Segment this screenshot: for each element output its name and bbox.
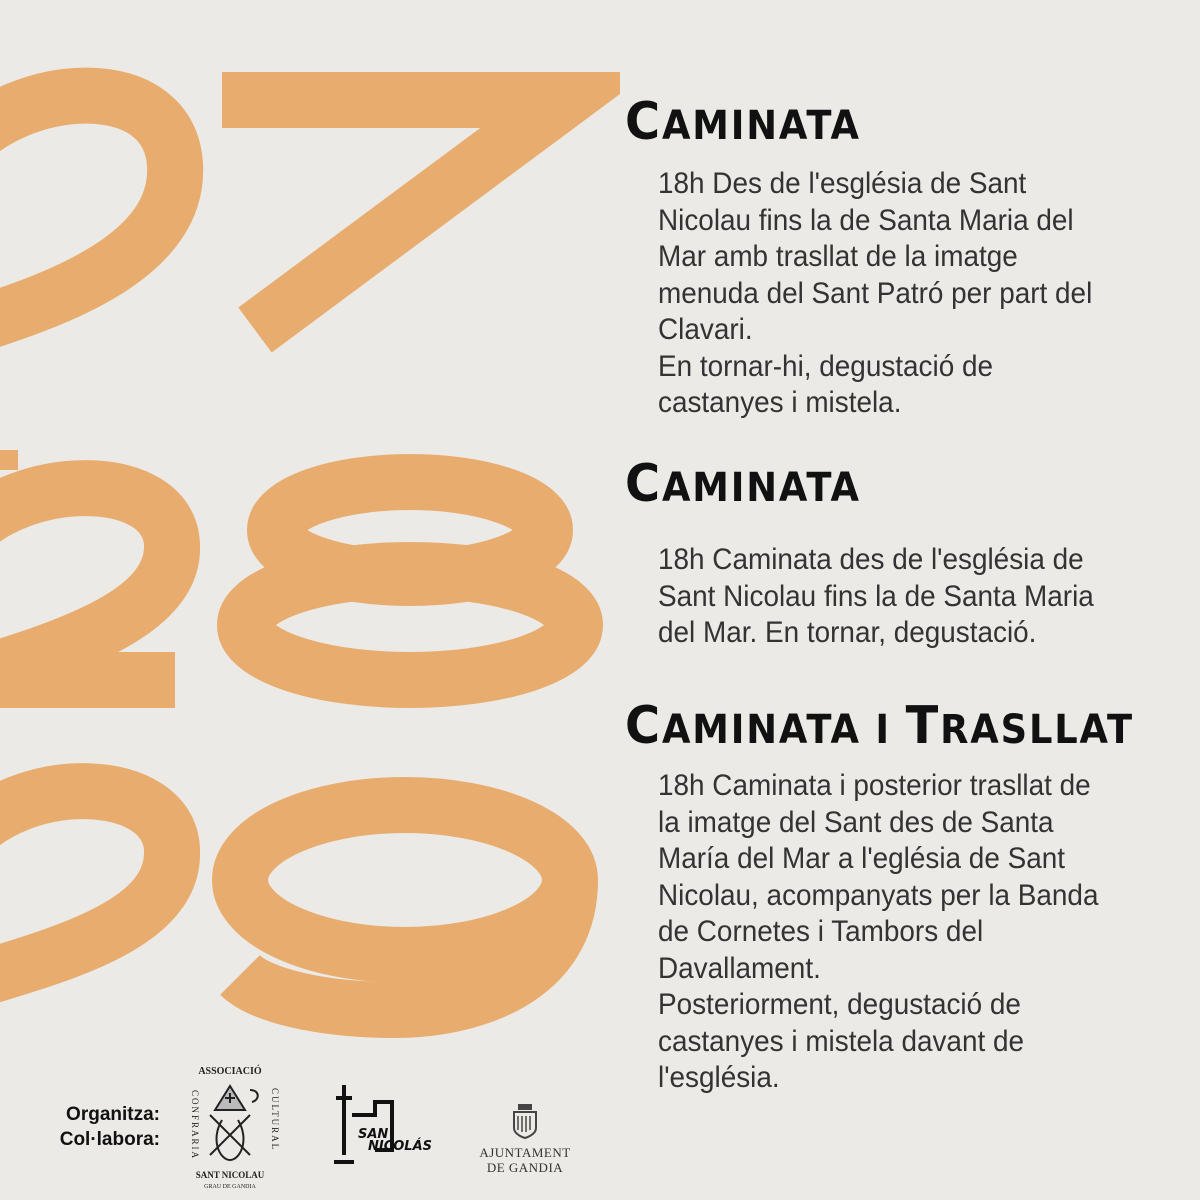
event-3-line: castanyes i mistela davant de bbox=[658, 1024, 1024, 1058]
san-nicolas-text-1: SAN bbox=[358, 1127, 389, 1142]
event-3-line: María del Mar a l'eglésia de Sant bbox=[658, 842, 1065, 875]
bishop-mitre-icon bbox=[210, 1086, 258, 1160]
digit-2-day-27 bbox=[0, 96, 175, 330]
event-description-1 bbox=[658, 166, 1142, 422]
confraria-logo-sub: GRAU DE GANDIA bbox=[204, 1184, 256, 1190]
event-2-line: Sant Nicolau fins la de Santa Maria bbox=[658, 579, 1094, 613]
event-3-line: l'església. bbox=[658, 1061, 780, 1094]
event-1-line: Clavari. bbox=[658, 313, 753, 346]
san-nicolas-logo bbox=[330, 1080, 440, 1170]
event-2-line: 18h Caminata des de l'església de bbox=[658, 543, 1084, 576]
digit-7-day-27 bbox=[222, 100, 565, 330]
digit-2-day-28 bbox=[0, 488, 175, 680]
digit-8-bottom-day-28 bbox=[245, 570, 575, 680]
event-title-1: CAMINATA bbox=[625, 92, 861, 152]
day-numbers bbox=[0, 0, 620, 1080]
event-title-2: CAMINATA bbox=[625, 454, 861, 514]
event-3-line: de Cornetes i Tambors del bbox=[658, 915, 984, 948]
event-1-line: Nicolau fins la de Santa Maria del bbox=[658, 203, 1074, 237]
event-description-2 bbox=[658, 542, 1142, 652]
confraria-logo bbox=[180, 1060, 280, 1192]
confraria-logo-top: ASSOCIACIÓ bbox=[198, 1066, 262, 1077]
ajuntament-logo bbox=[470, 1100, 580, 1175]
organizer-labels bbox=[30, 1102, 160, 1152]
event-description-3 bbox=[658, 768, 1142, 1097]
digit-2-day-29 bbox=[0, 791, 172, 985]
event-2-line: del Mar. En tornar, degustació. bbox=[658, 616, 1037, 649]
event-1-line: castanyes i mistela. bbox=[658, 386, 902, 419]
ajuntament-line-2: DE GANDIA bbox=[486, 1160, 564, 1175]
confraria-logo-left: CONFRARIA bbox=[190, 1090, 200, 1161]
collabora-label: Col·labora: bbox=[59, 1129, 160, 1150]
event-1-line: 18h Des de l'església de Sant bbox=[658, 167, 1027, 200]
event-1-line: menuda del Sant Patró per part del bbox=[658, 276, 1093, 310]
confraria-logo-bottom: SANT NICOLAU bbox=[195, 1170, 265, 1180]
gandia-crest-icon bbox=[510, 1100, 540, 1140]
confraria-logo-right: CULTURAL bbox=[270, 1088, 280, 1152]
event-3-line: 18h Caminata i posterior trasllat de bbox=[658, 769, 1091, 802]
san-nicolas-text-2: NICOLÁS bbox=[368, 1139, 433, 1154]
event-3-line: Posteriorment, degustació de bbox=[658, 988, 1021, 1021]
digit-9-loop-day-29 bbox=[240, 805, 570, 955]
event-3-line: Davallament. bbox=[658, 951, 821, 985]
organitza-label: Organitza: bbox=[66, 1104, 160, 1125]
event-3-line: la imatge del Sant des de Santa bbox=[658, 805, 1054, 839]
event-3-line: Nicolau, acompanyats per la Banda bbox=[658, 878, 1099, 912]
event-title-3: CAMINATA I TRASLLAT bbox=[625, 696, 1134, 756]
event-1-line: En tornar-hi, degustació de bbox=[658, 349, 994, 383]
cross-icon bbox=[336, 1085, 352, 1155]
event-1-line: Mar amb trasllat de la imatge bbox=[658, 240, 1018, 273]
ajuntament-line-1: AJUNTAMENT bbox=[479, 1145, 571, 1160]
